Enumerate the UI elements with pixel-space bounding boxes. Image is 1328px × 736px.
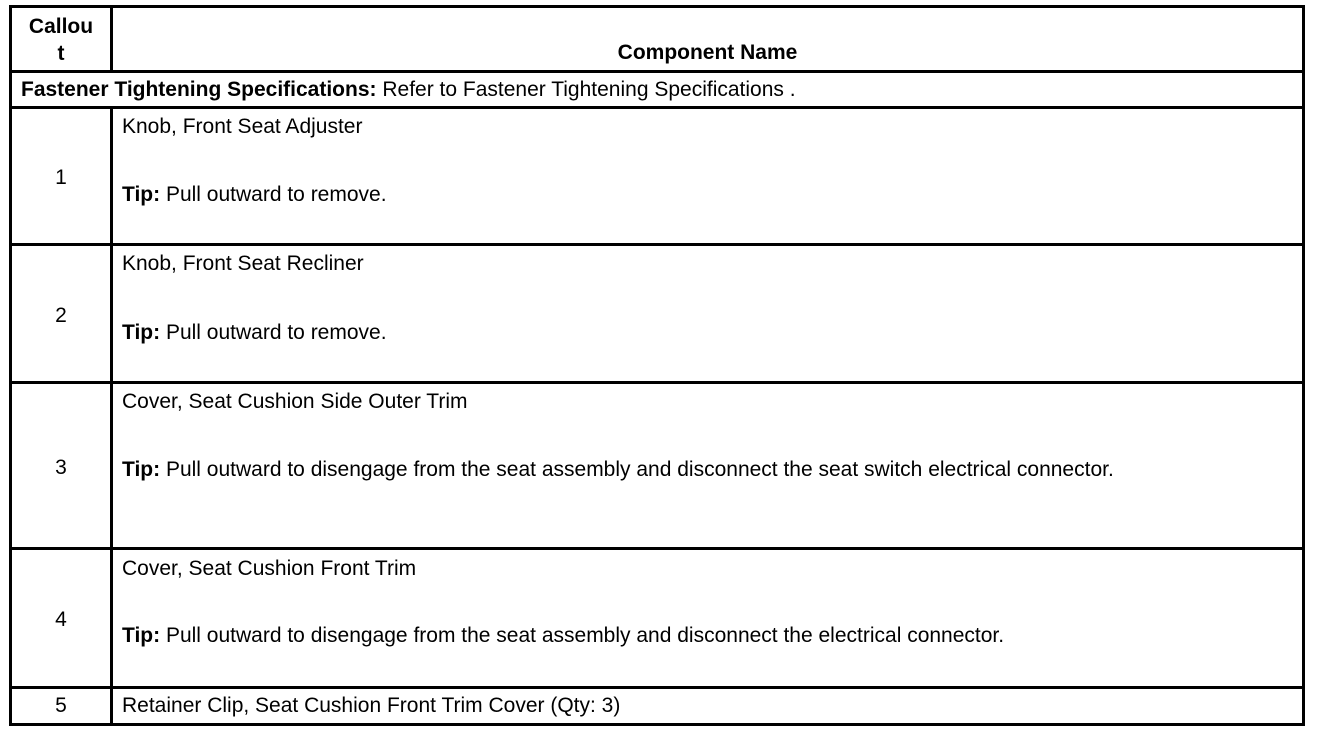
fastener-spec-text: Refer to Fastener Tightening Specifications .: [376, 78, 796, 101]
table-border: [9, 5, 1305, 726]
row-divider: [9, 547, 1305, 550]
component-name: Cover, Seat Cushion Front Trim: [122, 557, 417, 580]
component-name: Retainer Clip, Seat Cushion Front Trim Cover (Qty: 3): [122, 694, 621, 717]
tip-text: Pull outward to disengage from the seat assembly and disconnect the electrical connector.: [160, 624, 1005, 647]
row-divider: [9, 70, 1305, 73]
tip-text: Pull outward to remove.: [160, 321, 387, 344]
tip-text: Pull outward to remove.: [160, 183, 387, 206]
column-divider: [110, 106, 113, 726]
component-tip: [122, 624, 1004, 648]
callout-number: 5: [55, 694, 67, 717]
fastener-spec-row: [21, 78, 796, 102]
row-divider: [9, 243, 1305, 246]
component-name: Knob, Front Seat Adjuster: [122, 115, 363, 138]
component-name: Cover, Seat Cushion Side Outer Trim: [122, 390, 468, 413]
callout-number: 1: [55, 166, 67, 189]
callout-number: 3: [55, 456, 67, 479]
tip-label: Tip:: [122, 183, 161, 206]
tip-text: Pull outward to disengage from the seat assembly and disconnect the seat switch electrical connector.: [160, 458, 1114, 481]
fastener-spec-label: Fastener Tightening Specifications:: [21, 78, 377, 101]
header-component-name: Component Name: [617, 41, 798, 64]
row-divider: [9, 106, 1305, 109]
component-tip: [122, 455, 1292, 484]
callout-number: 4: [55, 608, 67, 631]
header-callout: [12, 13, 110, 67]
tip-label: Tip:: [122, 321, 161, 344]
row-divider: [9, 686, 1305, 689]
header-callout-line1: Callou: [28, 15, 94, 38]
tip-label: Tip:: [122, 624, 161, 647]
component-tip: [122, 321, 387, 345]
row-divider: [9, 381, 1305, 384]
component-name: Knob, Front Seat Recliner: [122, 252, 364, 275]
header-callout-line2: t: [57, 42, 65, 65]
callout-number: 2: [55, 304, 67, 327]
tip-label: Tip:: [122, 458, 161, 481]
component-tip: [122, 183, 387, 207]
